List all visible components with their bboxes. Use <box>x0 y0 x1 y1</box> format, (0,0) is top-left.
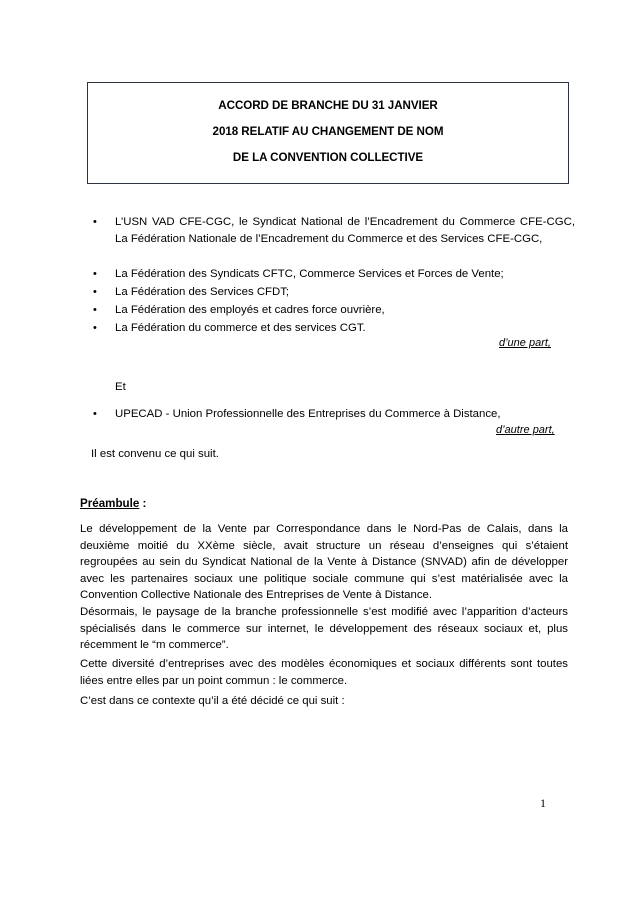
bullet-icon: • <box>93 268 97 280</box>
preamble-heading <box>80 497 146 510</box>
preamble-heading-text: Préambule <box>80 497 140 510</box>
bullet-icon: • <box>93 304 97 316</box>
party-name: La Fédération du commerce et des services CGT. <box>115 322 366 334</box>
preamble-heading-colon: : <box>139 497 147 510</box>
party-name: La Fédération des employés et cadres force ouvrière, <box>115 304 385 316</box>
title-line-1: ACCORD DE BRANCHE DU 31 JANVIER <box>218 99 438 112</box>
list-item <box>93 284 575 301</box>
bullet-icon: • <box>93 216 97 228</box>
title-line-3: DE LA CONVENTION COLLECTIVE <box>232 151 424 164</box>
page-number: 1 <box>540 796 546 810</box>
party-name: La Fédération des Syndicats CFTC, Commerce Services et Forces de Vente; <box>115 268 504 280</box>
agreement-intro: Il est convenu ce qui suit. <box>91 448 219 460</box>
party-name: L’USN VAD CFE-CGC, le Syndicat National de l’Encadrement du Commerce CFE-CGC, La Fédération Nationale de l’Encadrement du Commerce et des Services CFE-CGC, <box>115 216 575 245</box>
preamble-paragraph-2: Désormais, le paysage de la branche professionnelle s’est modifié avec l’apparition d’acteurs spécialisés dans le commerce sur internet, le développement des réseaux sociaux et, plus récemment le “m commerce”. <box>80 606 568 652</box>
list-item <box>93 320 575 337</box>
bullet-icon: • <box>93 408 97 420</box>
second-party-tag: d’autre part, <box>496 424 555 436</box>
list-item <box>93 214 575 248</box>
title-line-2: 2018 RELATIF AU CHANGEMENT DE NOM <box>212 125 444 138</box>
preamble-paragraph-3: Cette diversité d’entreprises avec des modèles économiques et sociaux différents sont toutes liées entre elles par un point commun : le commerce. <box>80 658 568 687</box>
preamble-paragraph-4: C’est dans ce contexte qu’il a été décidé ce qui suit : <box>80 695 345 707</box>
list-item <box>93 406 575 423</box>
bullet-icon: • <box>93 322 97 334</box>
bullet-icon: • <box>93 286 97 298</box>
party-name: UPECAD - Union Professionnelle des Entreprises du Commerce à Distance, <box>115 408 501 420</box>
list-item <box>93 266 575 283</box>
preamble-paragraph-1: Le développement de la Vente par Correspondance dans le Nord-Pas de Calais, dans la deuxième moitié du XXème siècle, avait structure un réseau d’enseignes qui s’étaient regroupées au sein du Syndicat National de la Vente à Distance (SNVAD) afin de développer avec les partenaires sociaux une politique sociale commune qui s’est matérialisée avec la Convention Collective Nationale des Entreprises de Vente à Distance. <box>80 523 568 602</box>
list-item <box>93 302 575 319</box>
conjunction-text: Et <box>115 381 126 393</box>
title-box <box>87 82 569 184</box>
first-party-tag: d’une part, <box>499 337 551 349</box>
party-name: La Fédération des Services CFDT; <box>115 286 290 298</box>
